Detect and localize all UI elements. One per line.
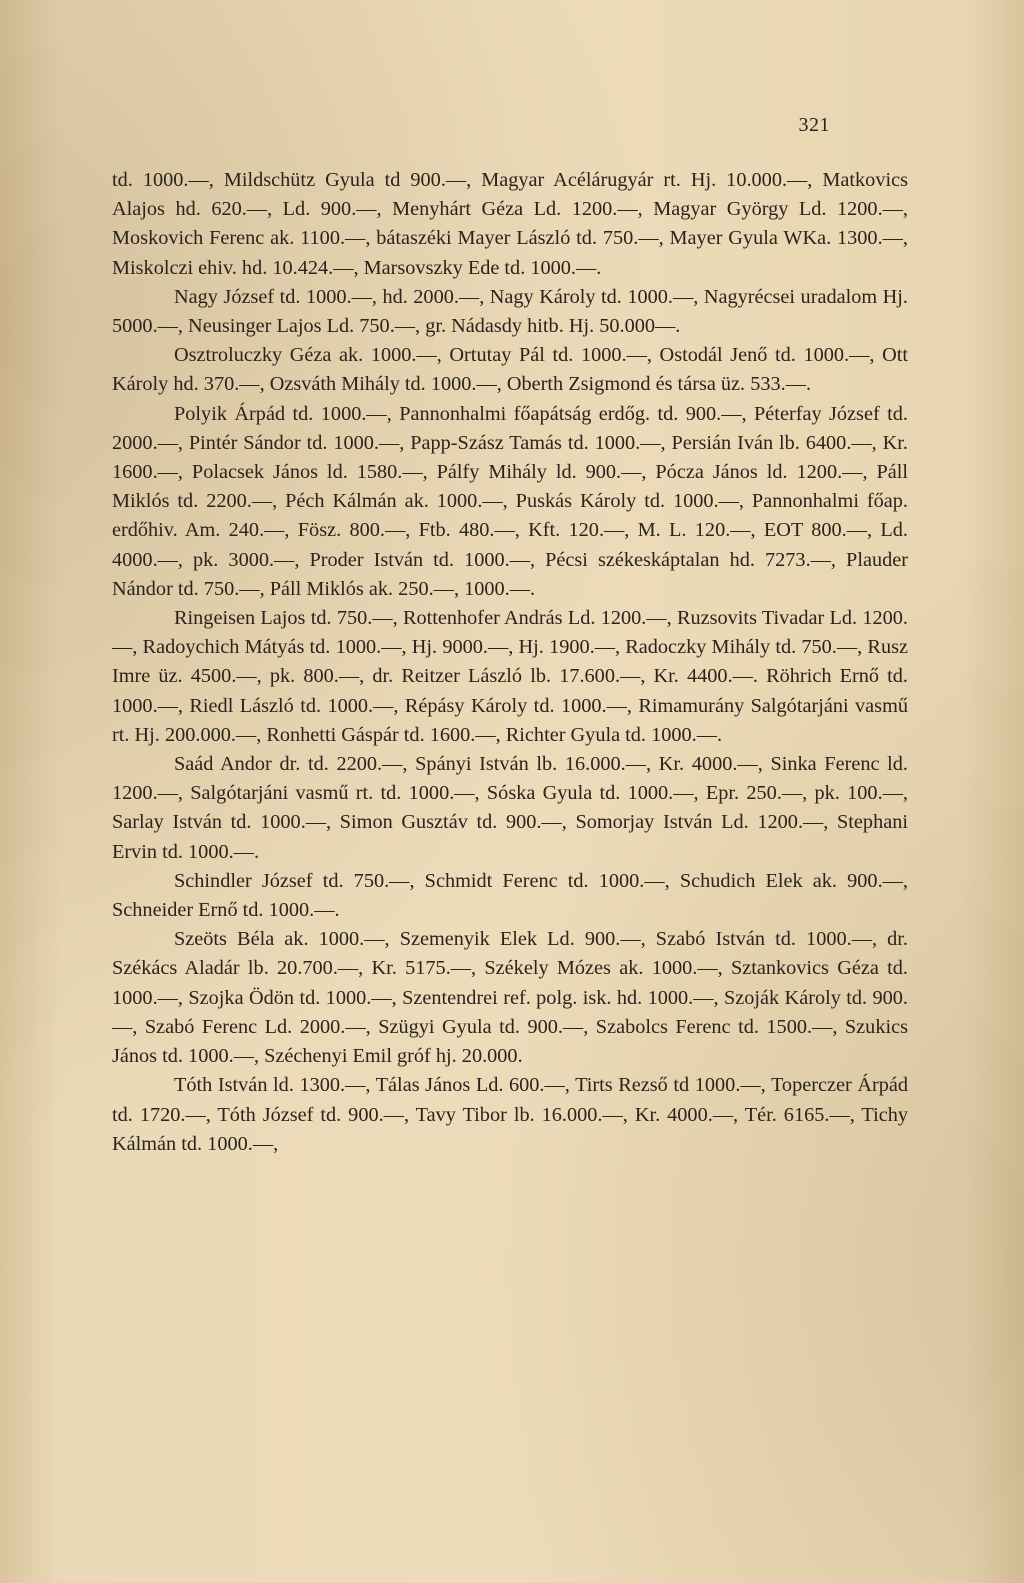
paragraph-o: Osztroluczky Géza ak. 1000.—, Ortutay Pál td. 1000.—, Ostodál Jenő td. 1000.—, Ott Károly hd. 370.—, Ozsváth Mihály td. 1000.—, Oberth Zsigmond és társa üz. 533.—. <box>112 344 908 396</box>
page-number: 321 <box>798 114 830 136</box>
paragraph-n: Nagy József td. 1000.—, hd. 2000.—, Nagy Károly td. 1000.—, Nagyrécsei uradalom Hj. 5000.—, Neusinger Lajos Ld. 750.—, gr. Nádasdy hitb. Hj. 50.000—. <box>112 285 908 338</box>
paragraph-sz: Szeöts Béla ak. 1000.—, Szemenyik Elek Ld. 900.—, Szabó István td. 1000.—, dr. Székács Aladár lb. 20.700.—, Kr. 5175.—, Székely Mózes ak. 1000.—, Sztankovics Géza td. 1000.—, Szojka Ödön td. 1000.—, Szentendrei ref. polg. isk. hd. 1000.—, Szoják Károly td. 900.—, Szabó Ferenc Ld. 2000.—, Szügyi Gyula td. 900.—, Szabolcs Ferenc td. 1500.—, Szukics János td. 1000.—, Széchenyi Emil gróf hj. 20.000. <box>112 928 908 1068</box>
paragraph-continuation: td. 1000.—, Mildschütz Gyula td 900.—, Magyar Acélárugyár rt. Hj. 10.000.—, Matkovics Alajos hd. 620.—, Ld. 900.—, Menyhárt Géza Ld. 1200.—, Magyar György Ld. 1200.—, Moskovich Ferenc ak. 1100.—, bátaszéki Mayer László td. 750.—, Mayer Gyula WKa. 1300.—, Miskolczi ehiv. hd. 10.424.—, Marsovszky Ede td. 1000.—. <box>112 169 908 279</box>
paragraph-r: Ringeisen Lajos td. 750.—, Rottenhofer András Ld. 1200.—, Ruzsovits Tivadar Ld. 1200.—, Radoychich Mátyás td. 1000.—, Hj. 9000.—, Hj. 1900.—, Radoczky Mihály td. 750.—, Rusz Imre üz. 4500.—, pk. 800.—, dr. Reitzer László lb. 17.600.—, Kr. 4400.—. Röhrich Ernő td. 1000.—, Riedl László td. 1000.—, Répásy Károly td. 1000.—, Rimamurány Salgótarjáni vasmű rt. Hj. 200.000.—, Ronhetti Gáspár td. 1600.—, Richter Gyula td. 1000.—. <box>112 607 908 746</box>
body-text <box>112 166 908 1159</box>
paragraph-t: Tóth István ld. 1300.—, Tálas János Ld. 600.—, Tirts Rezső td 1000.—, Toperczer Árpád td. 1720.—, Tóth József td. 900.—, Tavy Tibor lb. 16.000.—, Kr. 4000.—, Tér. 6165.—, Tichy Kálmán td. 1000.—, <box>112 1074 908 1155</box>
paragraph-s: Saád Andor dr. td. 2200.—, Spányi István lb. 16.000.—, Kr. 4000.—, Sinka Ferenc ld. 1200.—, Salgótarjáni vasmű rt. td. 1000.—, Sóska Gyula td. 1000.—, Epr. 250.—, pk. 100.—, Sarlay István td. 1000.—, Simon Gusztáv td. 900.—, Somorjay István Ld. 1200.—, Stephani Ervin td. 1000.—. <box>112 753 908 863</box>
paragraph-p: Polyik Árpád td. 1000.—, Pannonhalmi főapátság erdőg. td. 900.—, Péterfay József td. 2000.—, Pintér Sándor td. 1000.—, Papp-Szász Tamás td. 1000.—, Persián Iván lb. 6400.—, Kr. 1600.—, Polacsek János ld. 1580.—, Pálfy Mihály ld. 900.—, Pócza János ld. 1200.—, Páll Miklós td. 2200.—, Péch Kálmán ak. 1000.—, Puskás Károly td. 1000.—, Pannonhalmi főap. erdőhiv. Am. 240.—, Fösz. 800.—, Ftb. 480.—, Kft. 120.—, M. L. 120.—, EOT 800.—, Ld. 4000.—, pk. 3000.—, Proder István td. 1000.—, Pécsi székeskáptalan hd. 7273.—, Plauder Nándor td. 750.—, Páll Miklós ak. 250.—, 1000.—. <box>112 402 908 600</box>
paragraph-sch: Schindler József td. 750.—, Schmidt Ferenc td. 1000.—, Schudich Elek ak. 900.—, Schneider Ernő td. 1000.—. <box>112 869 908 922</box>
